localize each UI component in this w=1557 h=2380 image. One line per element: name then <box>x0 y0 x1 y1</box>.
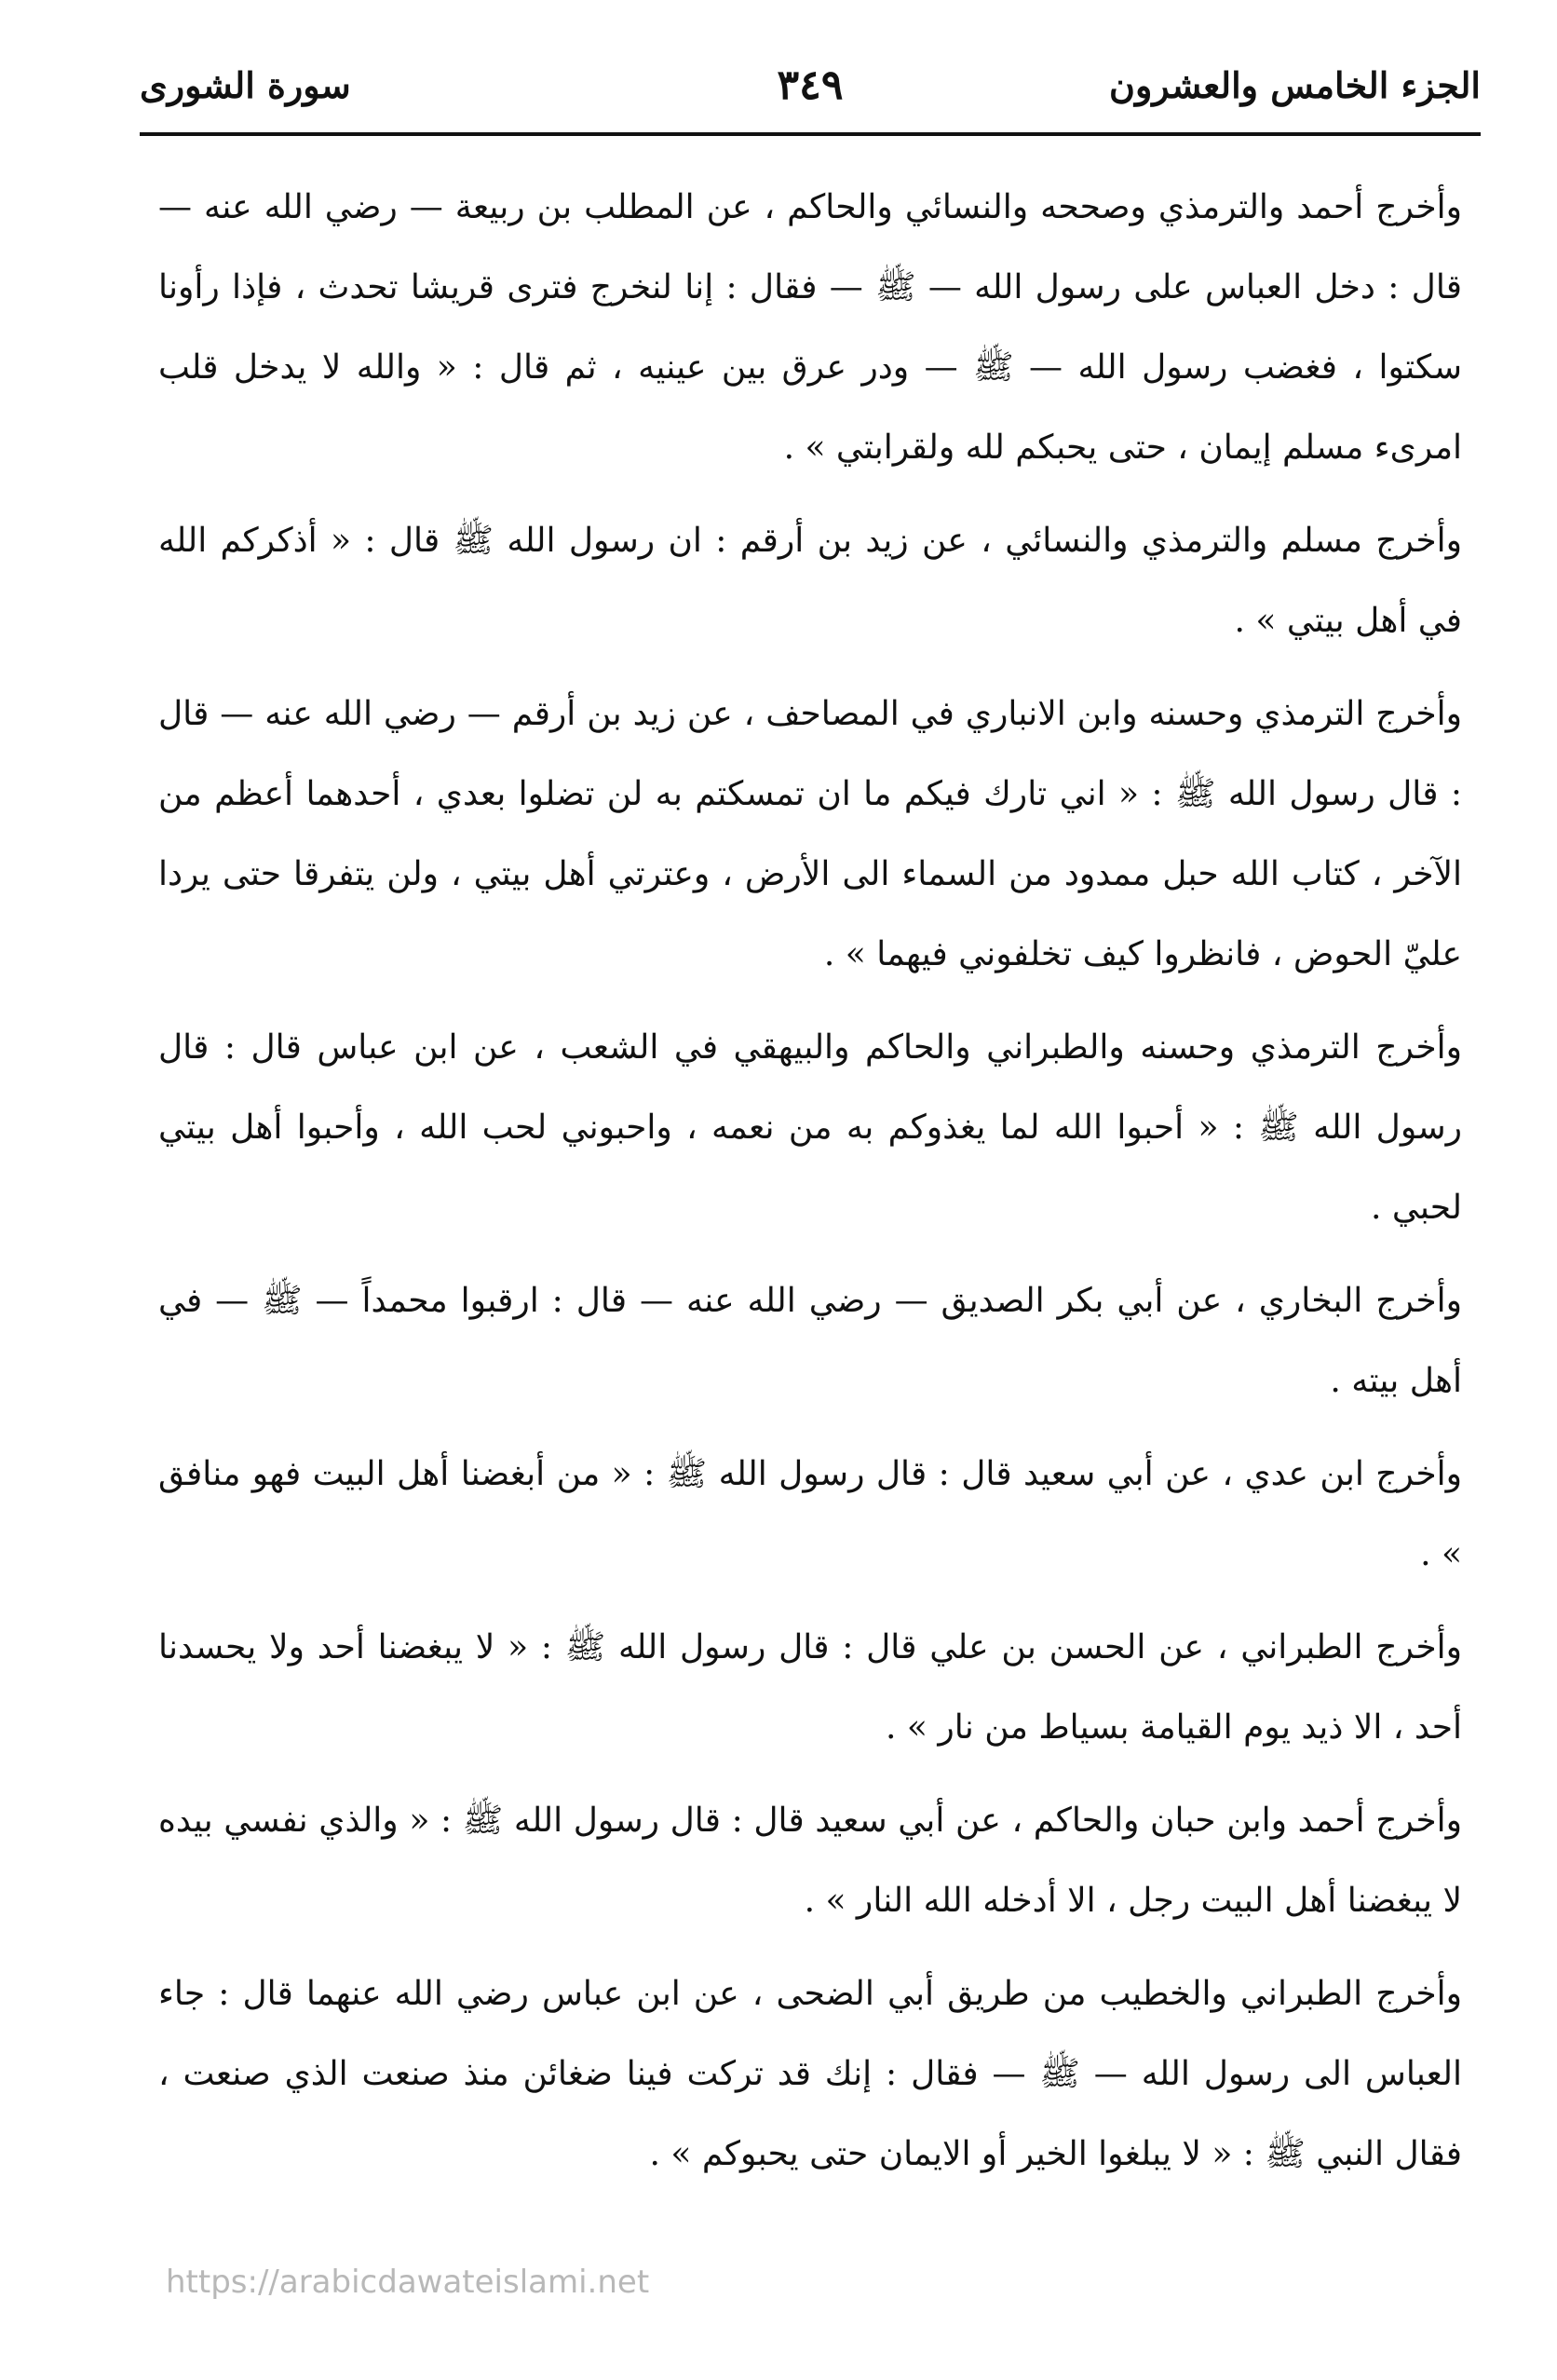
page-body <box>158 168 1462 2208</box>
header-rule <box>140 132 1481 136</box>
running-title-part: الجزء الخامس والعشرون <box>1109 64 1481 106</box>
paragraph-5: وأخرج البخاري ، عن أبي بكر الصديق — رضي الله عنه — قال : ارقبوا محمداً — ﷺ — في أهل بيته . <box>158 1282 1462 1400</box>
page-header <box>140 48 1481 123</box>
paragraph-6: وأخرج ابن عدي ، عن أبي سعيد قال : قال رسول الله ﷺ : « من أبغضنا أهل البيت فهو منافق » . <box>158 1455 1463 1573</box>
source-watermark: https://arabicdawateislami.net <box>166 2264 650 2301</box>
paragraph-8: وأخرج أحمد وابن حبان والحاكم ، عن أبي سعيد قال : قال رسول الله ﷺ : « والذي نفسي بيده لا يبغضنا أهل البيت رجل ، الا أدخله الله النار » . <box>158 1802 1462 1920</box>
paragraph-2: وأخرج مسلم والترمذي والنسائي ، عن زيد بن أرقم : ان رسول الله ﷺ قال : « أذكركم الله في أهل بيتي » . <box>158 522 1462 640</box>
paragraph-7: وأخرج الطبراني ، عن الحسن بن علي قال : قال رسول الله ﷺ : « لا يبغضنا أحد ولا يحسدنا أحد ، الا ذيد يوم القيامة بسياط من نار » . <box>158 1628 1462 1747</box>
page-number: ٣٤٩ <box>777 61 844 109</box>
paragraph-1: وأخرج أحمد والترمذي وصححه والنسائي والحاكم ، عن المطلب بن ربيعة — رضي الله عنه — قال : دخل العباس على رسول الله — ﷺ — فقال : إنا لنخرج فترى قريشا تحدث ، فإذا رأونا سكتوا ، فغضب رسول الله — ﷺ — ودر عرق بين عينيه ، ثم قال : « والله لا يدخل قلب امرىء مسلم إيمان ، حتى يحبكم لله ولقرابتي » . <box>158 188 1462 467</box>
running-title-surah: سورة الشورى <box>140 64 351 106</box>
paragraph-9: وأخرج الطبراني والخطيب من طريق أبي الضحى ، عن ابن عباس رضي الله عنهما قال : جاء العباس الى رسول الله — ﷺ — فقال : إنك قد تركت فينا ضغائن منذ صنعت الذي صنعت ، فقال النبي ﷺ : « لا يبلغوا الخير أو الايمان حتى يحبوكم » . <box>158 1975 1462 2173</box>
paragraph-4: وأخرج الترمذي وحسنه والطبراني والحاكم والبيهقي في الشعب ، عن ابن عباس قال : قال رسول الله ﷺ : « أحبوا الله لما يغذوكم به من نعمه ، واحبوني لحب الله ، وأحبوا أهل بيتي لحبي . <box>158 1028 1462 1227</box>
paragraph-3: وأخرج الترمذي وحسنه وابن الانباري في المصاحف ، عن زيد بن أرقم — رضي الله عنه — قال : قال رسول الله ﷺ : « اني تارك فيكم ما ان تمسكتم به لن تضلوا بعدي ، أحدهما أعظم من الآخر ، كتاب الله حبل ممدود من السماء الى الأرض ، وعترتي أهل بيتي ، ولن يتفرقا حتى يردا عليّ الحوض ، فانظروا كيف تخلفوني فيهما » . <box>158 695 1463 973</box>
